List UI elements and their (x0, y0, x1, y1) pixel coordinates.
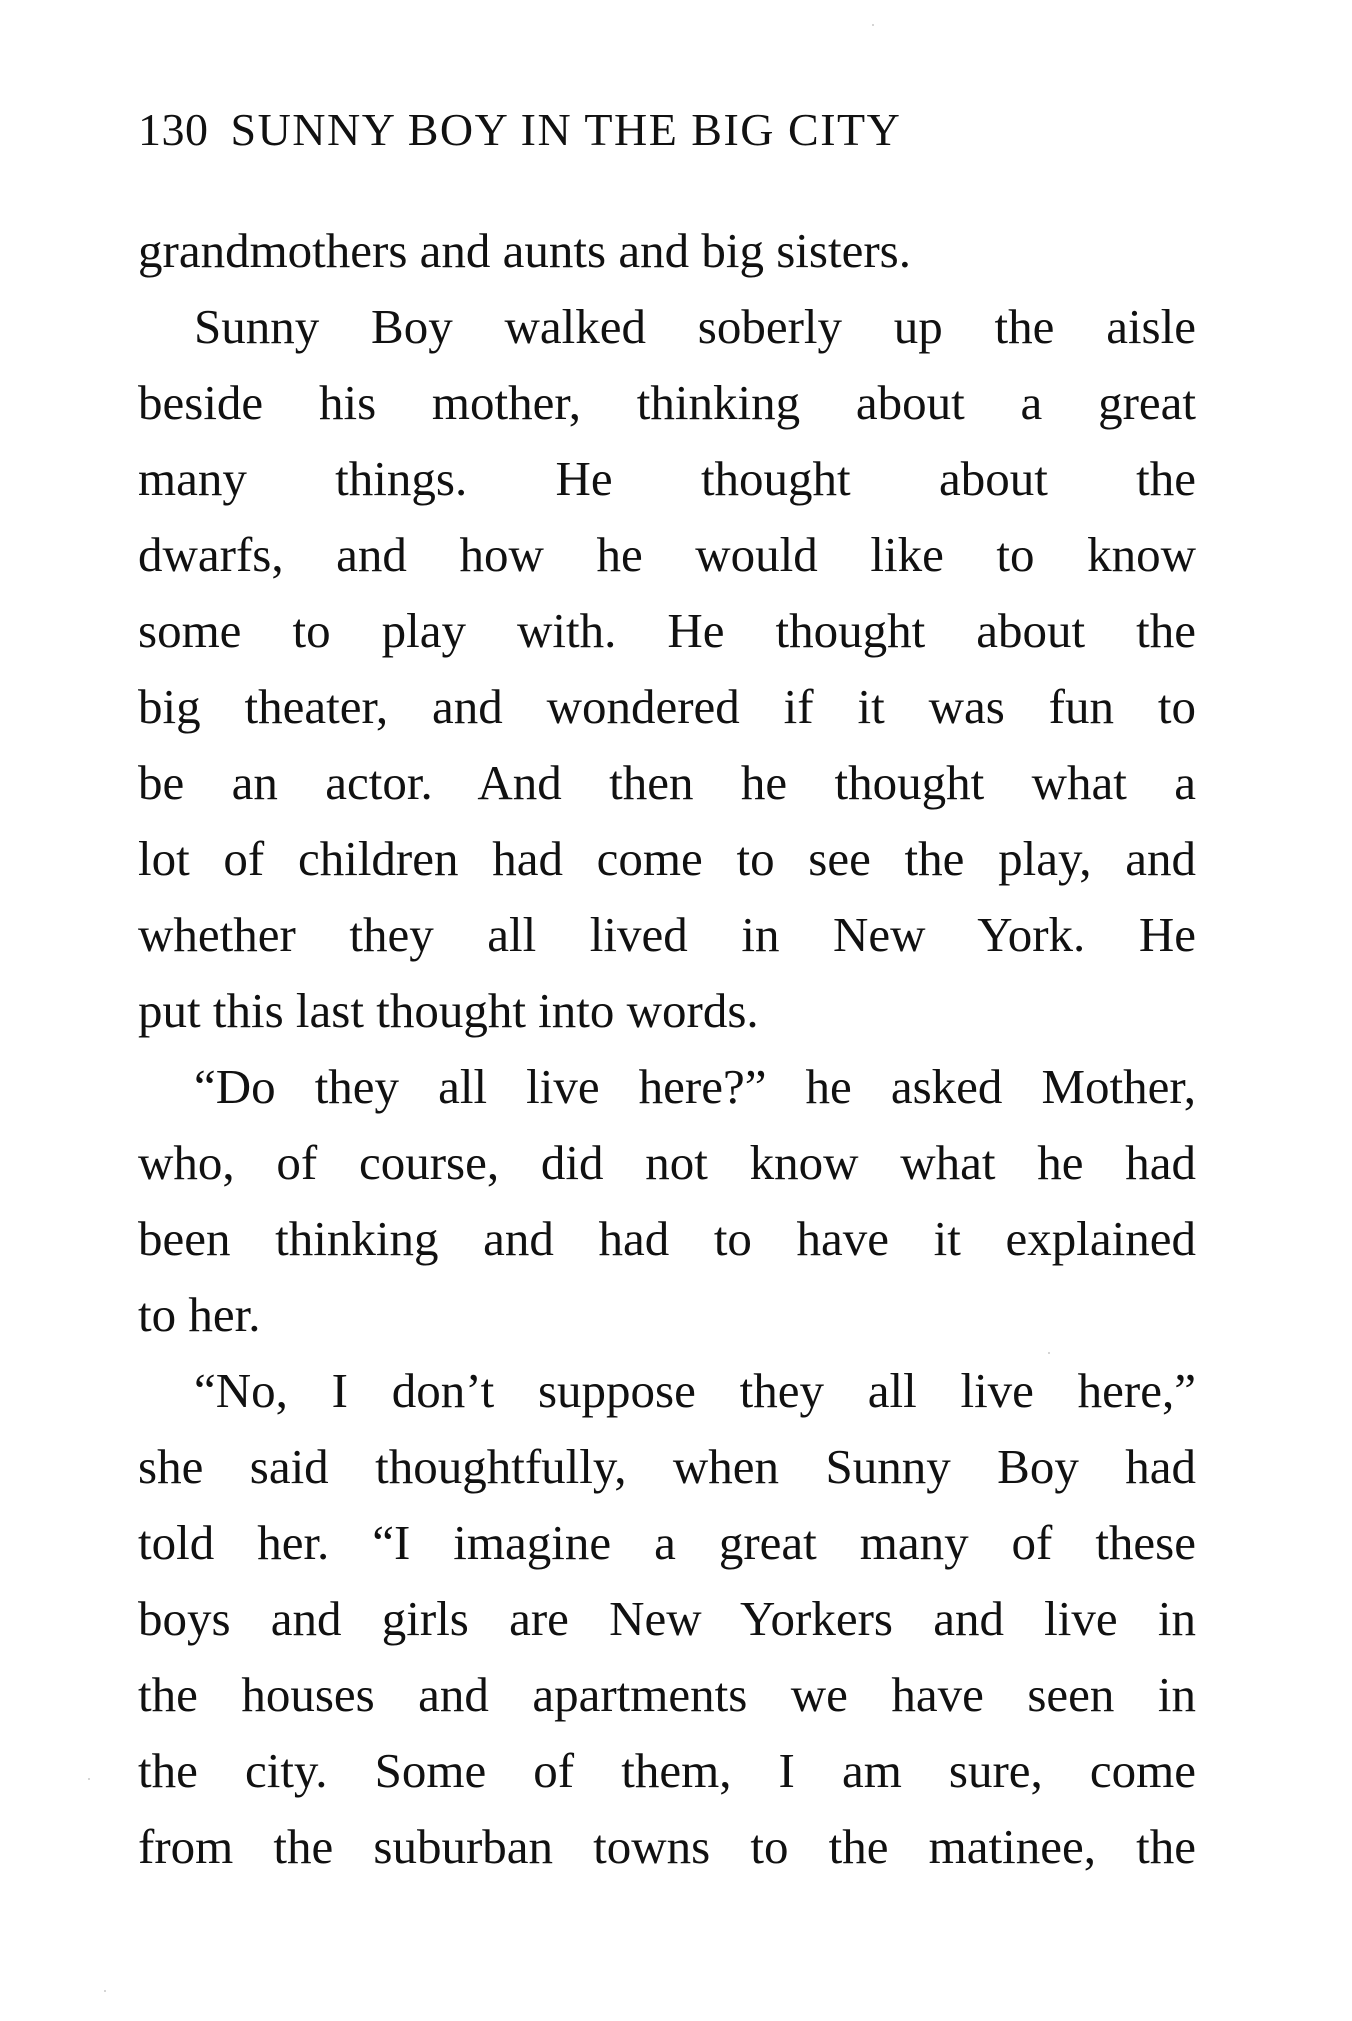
text-line: the houses and apartments we have seen in (138, 1667, 1196, 1722)
scan-speck (88, 1778, 90, 1780)
text-line: whether they all lived in New York. He (138, 907, 1196, 962)
scan-speck (1048, 1352, 1050, 1354)
text-line: “Do they all live here?” he asked Mother, (194, 1059, 1196, 1114)
page-number: 130 (138, 104, 209, 155)
text-line: be an actor. And then he thought what a (138, 755, 1196, 810)
text-line: some to play with. He thought about the (138, 603, 1196, 658)
text-line: dwarfs, and how he would like to know (138, 527, 1196, 582)
text-line: beside his mother, thinking about a great (138, 375, 1196, 430)
text-line: she said thoughtfully, when Sunny Boy had (138, 1439, 1196, 1494)
text-line: from the suburban towns to the matinee, the (138, 1819, 1196, 1874)
scan-speck (872, 24, 874, 26)
text-line: Sunny Boy walked soberly up the aisle (194, 299, 1196, 354)
text-line: “No, I don’t suppose they all live here,” (194, 1363, 1196, 1418)
text-line: big theater, and wondered if it was fun to (138, 679, 1196, 734)
text-line: many things. He thought about the (138, 451, 1196, 506)
page-header (138, 102, 1098, 158)
text-line: told her. “I imagine a great many of these (138, 1515, 1196, 1570)
text-line: who, of course, did not know what he had (138, 1135, 1196, 1190)
text-line: been thinking and had to have it explained (138, 1211, 1196, 1266)
text-line: lot of children had come to see the play, and (138, 831, 1196, 886)
text-line: grandmothers and aunts and big sisters. (138, 223, 911, 278)
body-text (138, 213, 1196, 1885)
text-line: boys and girls are New Yorkers and live in (138, 1591, 1196, 1646)
text-line: to her. (138, 1287, 261, 1342)
text-line: put this last thought into words. (138, 983, 759, 1038)
running-title: SUNNY BOY IN THE BIG CITY (230, 104, 902, 155)
scan-speck (104, 1990, 106, 1992)
text-line: the city. Some of them, I am sure, come (138, 1743, 1196, 1798)
